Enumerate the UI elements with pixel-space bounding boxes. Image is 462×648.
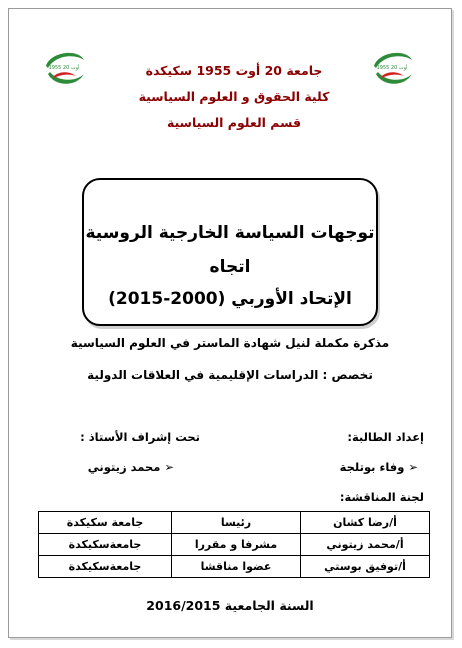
- department-name: قسم العلوم السياسية: [166, 115, 301, 130]
- committee-table: [38, 511, 430, 578]
- table-row: [39, 512, 430, 534]
- member-university: جامعةسكيكدة: [39, 556, 172, 578]
- member-name: أ/محمد زيتوني: [301, 534, 430, 556]
- student-name: ➢ وفاء بوتلجة: [339, 460, 418, 474]
- member-name: أ/رضا كشان: [301, 512, 430, 534]
- university-name: جامعة 20 أوت 1955 سكيكدة: [145, 63, 323, 78]
- university-logo-left: [40, 44, 88, 92]
- supervisor-name: ➢ محمد زيتوني: [87, 460, 174, 474]
- academic-year: السنة الجامعية 2016/2015: [146, 598, 314, 613]
- member-name: أ/توفيق بوستي: [301, 556, 430, 578]
- committee-label: لجنة المناقشة:: [339, 490, 424, 504]
- university-logo-right: [368, 44, 416, 92]
- student-label: إعداد الطالبة:: [347, 430, 424, 444]
- member-role: عضوا مناقشا: [172, 556, 301, 578]
- institution-header: [120, 58, 348, 136]
- thesis-title-line2: الإتحاد الأوربي (2000-2015): [108, 289, 352, 309]
- table-row: [39, 556, 430, 578]
- supervisor-label: تحت إشراف الأستاذ :: [80, 430, 200, 444]
- specialization: تخصص : الدراسات الإقليمية في العلاقات الدولية: [87, 368, 373, 382]
- svg-text:1955 أوت 20: 1955 أوت 20: [48, 65, 80, 71]
- member-role: رئيسا: [172, 512, 301, 534]
- thesis-note: مذكرة مكملة لنيل شهادة الماستر في العلوم السياسية: [70, 336, 390, 350]
- faculty-name: كلية الحقوق و العلوم السياسية: [138, 89, 330, 104]
- svg-text:1955 أوت 20: 1955 أوت 20: [376, 65, 408, 71]
- member-university: جامعةسكيكدة: [39, 534, 172, 556]
- table-row: [39, 534, 430, 556]
- member-role: مشرفا و مقررا: [172, 534, 301, 556]
- thesis-title-box: [82, 178, 378, 326]
- member-university: جامعة سكيكدة: [39, 512, 172, 534]
- thesis-title-line1: توجهات السياسة الخارجية الروسية اتجاه: [85, 223, 375, 277]
